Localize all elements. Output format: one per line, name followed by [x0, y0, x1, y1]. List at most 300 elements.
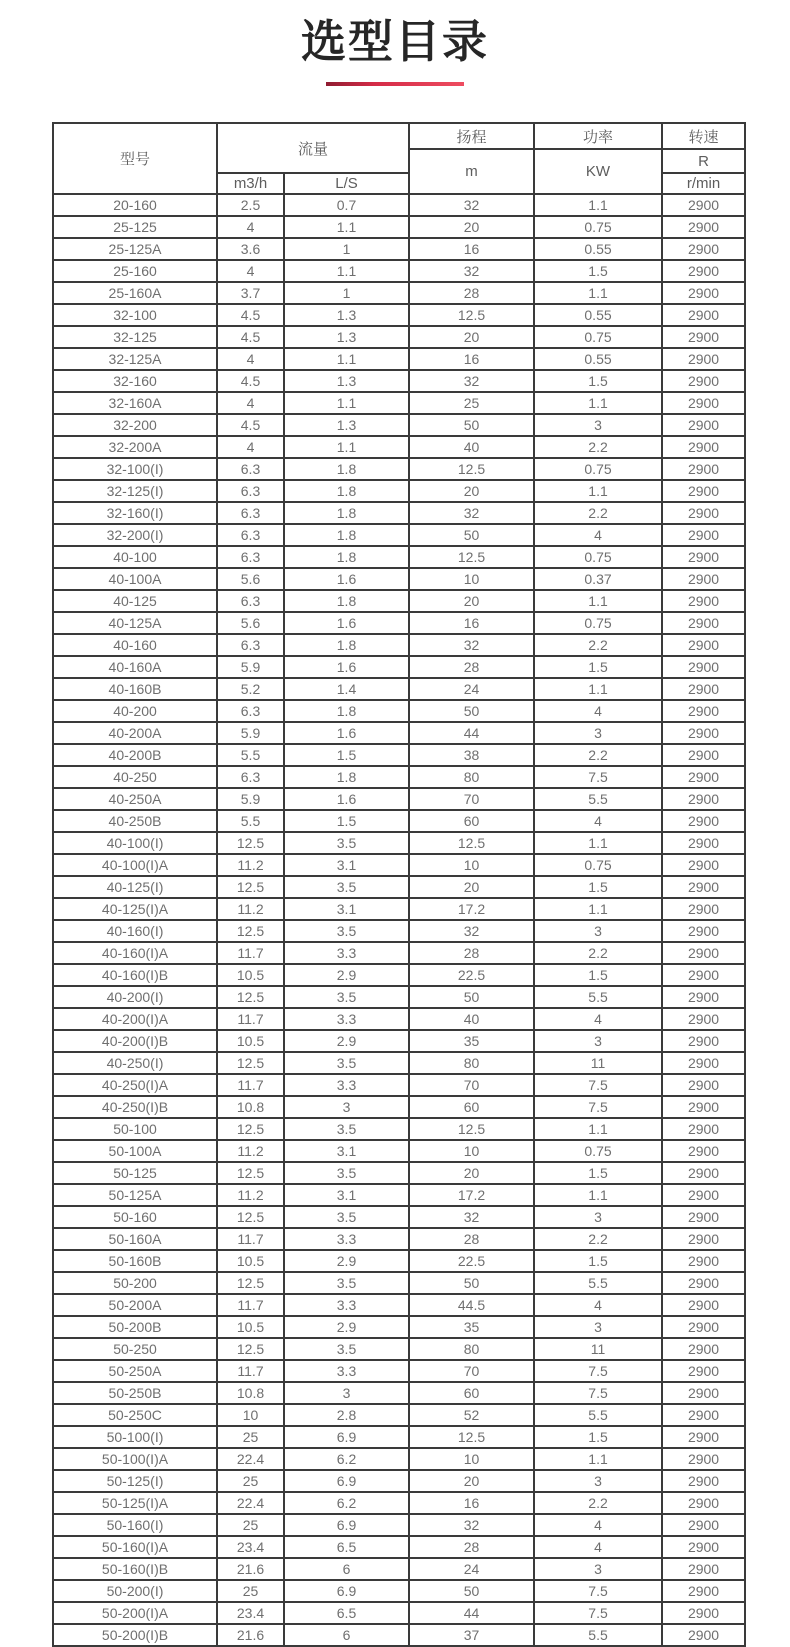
table-cell: 1 [284, 282, 409, 304]
col-header-flow-ls: L/S [284, 173, 409, 194]
col-header-power: 功率 [534, 123, 662, 149]
table-cell: 2900 [662, 392, 745, 414]
table-cell: 28 [409, 656, 534, 678]
table-cell: 40-100(I)A [53, 854, 217, 876]
table-cell: 2.2 [534, 634, 662, 656]
table-cell: 2900 [662, 436, 745, 458]
table-cell: 0.75 [534, 458, 662, 480]
table-cell: 20 [409, 590, 534, 612]
table-cell: 32-200(I) [53, 524, 217, 546]
table-cell: 1.1 [534, 590, 662, 612]
table-cell: 4.5 [217, 304, 284, 326]
table-cell: 32 [409, 370, 534, 392]
table-cell: 6.9 [284, 1514, 409, 1536]
table-cell: 40-125(I)A [53, 898, 217, 920]
table-cell: 2900 [662, 502, 745, 524]
table-cell: 1.1 [284, 260, 409, 282]
table-row [53, 590, 745, 612]
table-cell: 0.75 [534, 1140, 662, 1162]
table-cell: 11 [534, 1052, 662, 1074]
table-cell: 25-160A [53, 282, 217, 304]
table-cell: 2900 [662, 744, 745, 766]
table-cell: 1.1 [534, 194, 662, 216]
table-cell: 3 [284, 1382, 409, 1404]
table-cell: 16 [409, 348, 534, 370]
header-row-1 [53, 123, 745, 149]
table-cell: 2900 [662, 1382, 745, 1404]
table-cell: 50 [409, 700, 534, 722]
table-cell: 2.2 [534, 942, 662, 964]
table-cell: 11.7 [217, 1228, 284, 1250]
table-cell: 2900 [662, 524, 745, 546]
table-cell: 11.2 [217, 898, 284, 920]
table-cell: 2.9 [284, 964, 409, 986]
table-cell: 12.5 [409, 546, 534, 568]
table-cell: 1.5 [534, 876, 662, 898]
table-cell: 12.5 [409, 1118, 534, 1140]
table-cell: 2900 [662, 1448, 745, 1470]
table-cell: 0.7 [284, 194, 409, 216]
table-row [53, 1536, 745, 1558]
table-cell: 3.5 [284, 1052, 409, 1074]
table-cell: 5.5 [534, 1624, 662, 1646]
table-cell: 32 [409, 194, 534, 216]
table-cell: 60 [409, 1096, 534, 1118]
table-cell: 3.3 [284, 1360, 409, 1382]
table-cell: 1.8 [284, 502, 409, 524]
table-cell: 2900 [662, 1316, 745, 1338]
table-body [53, 194, 745, 1646]
table-cell: 11.7 [217, 1294, 284, 1316]
table-cell: 50-160A [53, 1228, 217, 1250]
table-row [53, 832, 745, 854]
table-cell: 2.2 [534, 1228, 662, 1250]
table-cell: 40-250(I)B [53, 1096, 217, 1118]
table-cell: 12.5 [409, 832, 534, 854]
table-cell: 2900 [662, 304, 745, 326]
table-cell: 3 [534, 1206, 662, 1228]
table-cell: 40-100A [53, 568, 217, 590]
table-cell: 2900 [662, 1470, 745, 1492]
table-cell: 3.5 [284, 1162, 409, 1184]
table-row [53, 326, 745, 348]
table-cell: 6.3 [217, 458, 284, 480]
table-row [53, 392, 745, 414]
table-cell: 2.9 [284, 1250, 409, 1272]
table-cell: 2900 [662, 766, 745, 788]
table-row [53, 1624, 745, 1646]
table-cell: 2900 [662, 194, 745, 216]
table-row [53, 942, 745, 964]
table-cell: 1.5 [284, 744, 409, 766]
table-cell: 60 [409, 1382, 534, 1404]
table-cell: 40-160(I) [53, 920, 217, 942]
table-cell: 0.75 [534, 326, 662, 348]
table-cell: 17.2 [409, 1184, 534, 1206]
table-row [53, 238, 745, 260]
table-cell: 50-200A [53, 1294, 217, 1316]
table-row [53, 678, 745, 700]
table-cell: 5.5 [534, 788, 662, 810]
table-cell: 35 [409, 1316, 534, 1338]
table-cell: 5.5 [217, 744, 284, 766]
table-cell: 12.5 [217, 986, 284, 1008]
table-cell: 2.2 [534, 1492, 662, 1514]
table-cell: 1.3 [284, 326, 409, 348]
table-cell: 5.6 [217, 612, 284, 634]
table-cell: 2900 [662, 700, 745, 722]
table-cell: 2900 [662, 414, 745, 436]
table-cell: 4 [217, 392, 284, 414]
table-cell: 50-250A [53, 1360, 217, 1382]
table-cell: 40-250B [53, 810, 217, 832]
table-row [53, 1030, 745, 1052]
table-cell: 2900 [662, 612, 745, 634]
table-cell: 20-160 [53, 194, 217, 216]
table-row [53, 634, 745, 656]
table-cell: 2900 [662, 898, 745, 920]
table-cell: 3 [534, 414, 662, 436]
table-cell: 50 [409, 1580, 534, 1602]
table-cell: 5.2 [217, 678, 284, 700]
table-cell: 3.6 [217, 238, 284, 260]
table-cell: 1.8 [284, 634, 409, 656]
table-cell: 40-200(I)A [53, 1008, 217, 1030]
table-cell: 1.4 [284, 678, 409, 700]
table-cell: 40 [409, 436, 534, 458]
table-cell: 40-125 [53, 590, 217, 612]
table-cell: 50-200(I) [53, 1580, 217, 1602]
table-row [53, 1096, 745, 1118]
table-cell: 4.5 [217, 414, 284, 436]
table-cell: 7.5 [534, 766, 662, 788]
table-cell: 1.8 [284, 458, 409, 480]
table-row [53, 502, 745, 524]
table-cell: 2900 [662, 1536, 745, 1558]
table-cell: 50 [409, 414, 534, 436]
table-row [53, 1008, 745, 1030]
table-cell: 5.6 [217, 568, 284, 590]
table-cell: 10.8 [217, 1382, 284, 1404]
table-cell: 1.1 [284, 216, 409, 238]
table-cell: 4 [534, 1008, 662, 1030]
table-cell: 10 [409, 568, 534, 590]
table-cell: 25-125A [53, 238, 217, 260]
table-cell: 32-100 [53, 304, 217, 326]
table-cell: 1.8 [284, 524, 409, 546]
table-cell: 4 [534, 1294, 662, 1316]
table-cell: 24 [409, 678, 534, 700]
table-cell: 80 [409, 1052, 534, 1074]
table-cell: 40 [409, 1008, 534, 1030]
table-cell: 2900 [662, 590, 745, 612]
table-cell: 2.9 [284, 1316, 409, 1338]
table-cell: 40-125A [53, 612, 217, 634]
table-cell: 2900 [662, 1118, 745, 1140]
col-header-head: 扬程 [409, 123, 534, 149]
table-cell: 22.5 [409, 1250, 534, 1272]
table-cell: 2900 [662, 216, 745, 238]
table-cell: 3.3 [284, 942, 409, 964]
table-cell: 50-125(I) [53, 1470, 217, 1492]
table-cell: 2900 [662, 1162, 745, 1184]
table-cell: 3.3 [284, 1228, 409, 1250]
table-cell: 11 [534, 1338, 662, 1360]
table-row [53, 370, 745, 392]
table-cell: 12.5 [217, 1272, 284, 1294]
table-cell: 1.3 [284, 370, 409, 392]
table-cell: 20 [409, 1470, 534, 1492]
table-cell: 6.3 [217, 546, 284, 568]
table-cell: 2.8 [284, 1404, 409, 1426]
table-cell: 2900 [662, 986, 745, 1008]
table-cell: 50-200B [53, 1316, 217, 1338]
selection-catalog-table [52, 122, 746, 1647]
table-cell: 40-250(I)A [53, 1074, 217, 1096]
table-cell: 10.5 [217, 964, 284, 986]
table-cell: 11.2 [217, 1184, 284, 1206]
table-cell: 2900 [662, 1206, 745, 1228]
table-cell: 0.75 [534, 854, 662, 876]
table-cell: 2900 [662, 1514, 745, 1536]
table-cell: 2900 [662, 568, 745, 590]
table-cell: 5.9 [217, 656, 284, 678]
table-cell: 5.9 [217, 788, 284, 810]
table-cell: 0.75 [534, 216, 662, 238]
table-cell: 25-125 [53, 216, 217, 238]
table-cell: 28 [409, 1228, 534, 1250]
table-cell: 12.5 [409, 1426, 534, 1448]
table-cell: 12.5 [217, 1162, 284, 1184]
table-row [53, 1250, 745, 1272]
table-cell: 1.1 [534, 480, 662, 502]
table-row [53, 1492, 745, 1514]
col-header-model: 型号 [53, 123, 217, 194]
table-cell: 4 [217, 216, 284, 238]
table-cell: 32 [409, 502, 534, 524]
table-cell: 1.1 [534, 1448, 662, 1470]
table-row [53, 304, 745, 326]
table-header [53, 123, 745, 194]
table-cell: 11.7 [217, 1074, 284, 1096]
table-cell: 6.3 [217, 502, 284, 524]
table-row [53, 1228, 745, 1250]
table-cell: 40-160(I)A [53, 942, 217, 964]
table-cell: 2900 [662, 656, 745, 678]
table-cell: 70 [409, 788, 534, 810]
table-row [53, 1140, 745, 1162]
table-cell: 7.5 [534, 1096, 662, 1118]
table-cell: 2900 [662, 722, 745, 744]
table-row [53, 1272, 745, 1294]
table-cell: 5.5 [534, 1404, 662, 1426]
table-cell: 2900 [662, 678, 745, 700]
table-cell: 20 [409, 1162, 534, 1184]
table-cell: 32-160A [53, 392, 217, 414]
table-cell: 28 [409, 1536, 534, 1558]
table-cell: 1.5 [534, 1250, 662, 1272]
table-cell: 12.5 [217, 876, 284, 898]
col-header-flow-m3h: m3/h [217, 173, 284, 194]
table-row [53, 700, 745, 722]
table-cell: 1.5 [534, 1426, 662, 1448]
table-cell: 32 [409, 1514, 534, 1536]
table-cell: 2900 [662, 1602, 745, 1624]
table-cell: 32-125A [53, 348, 217, 370]
table-cell: 1.8 [284, 700, 409, 722]
table-cell: 40-200(I)B [53, 1030, 217, 1052]
table-cell: 25 [217, 1470, 284, 1492]
table-cell: 7.5 [534, 1580, 662, 1602]
table-cell: 11.2 [217, 1140, 284, 1162]
table-cell: 2900 [662, 1250, 745, 1272]
table-cell: 2900 [662, 1096, 745, 1118]
table-cell: 7.5 [534, 1602, 662, 1624]
page-title: 选型目录 [300, 16, 489, 67]
table-cell: 40-250A [53, 788, 217, 810]
table-cell: 3.5 [284, 920, 409, 942]
table-cell: 2900 [662, 1272, 745, 1294]
table-cell: 1.8 [284, 590, 409, 612]
table-row [53, 1338, 745, 1360]
table-cell: 2900 [662, 810, 745, 832]
table-cell: 40-200(I) [53, 986, 217, 1008]
table-cell: 3.3 [284, 1008, 409, 1030]
table-cell: 17.2 [409, 898, 534, 920]
table-row [53, 920, 745, 942]
table-cell: 3.1 [284, 854, 409, 876]
table-row [53, 1294, 745, 1316]
table-cell: 50-125A [53, 1184, 217, 1206]
table-cell: 2900 [662, 788, 745, 810]
table-cell: 2900 [662, 282, 745, 304]
table-cell: 3.5 [284, 832, 409, 854]
table-cell: 25-160 [53, 260, 217, 282]
table-cell: 32-200 [53, 414, 217, 436]
table-cell: 2.5 [217, 194, 284, 216]
table-cell: 50-125 [53, 1162, 217, 1184]
table-cell: 80 [409, 766, 534, 788]
table-cell: 25 [409, 392, 534, 414]
table-cell: 52 [409, 1404, 534, 1426]
table-cell: 22.4 [217, 1448, 284, 1470]
table-cell: 0.37 [534, 568, 662, 590]
table-cell: 11.7 [217, 1360, 284, 1382]
table-cell: 50-100(I)A [53, 1448, 217, 1470]
table-cell: 1.1 [534, 1184, 662, 1206]
table-row [53, 986, 745, 1008]
col-header-speed-r: R [662, 149, 745, 173]
table-cell: 5.9 [217, 722, 284, 744]
table-cell: 3.1 [284, 1184, 409, 1206]
table-cell: 4 [217, 260, 284, 282]
table-cell: 40-160A [53, 656, 217, 678]
table-cell: 50-200(I)B [53, 1624, 217, 1646]
table-cell: 12.5 [217, 832, 284, 854]
table-cell: 11.7 [217, 1008, 284, 1030]
table-cell: 12.5 [409, 458, 534, 480]
table-cell: 6.5 [284, 1536, 409, 1558]
table-cell: 10 [409, 1448, 534, 1470]
table-row [53, 1184, 745, 1206]
table-cell: 25 [217, 1514, 284, 1536]
table-cell: 1.6 [284, 656, 409, 678]
table-cell: 5.5 [217, 810, 284, 832]
table-row [53, 1052, 745, 1074]
table-cell: 6.2 [284, 1448, 409, 1470]
table-cell: 6.3 [217, 700, 284, 722]
table-cell: 23.4 [217, 1602, 284, 1624]
table-row [53, 436, 745, 458]
table-row [53, 898, 745, 920]
table-cell: 50 [409, 1272, 534, 1294]
table-cell: 50-250 [53, 1338, 217, 1360]
table-row [53, 282, 745, 304]
table-cell: 5.5 [534, 1272, 662, 1294]
table-cell: 2900 [662, 854, 745, 876]
table-cell: 1.6 [284, 722, 409, 744]
table-cell: 1.1 [284, 348, 409, 370]
table-cell: 50-200 [53, 1272, 217, 1294]
table-row [53, 810, 745, 832]
table-cell: 10.5 [217, 1316, 284, 1338]
table-cell: 7.5 [534, 1074, 662, 1096]
table-cell: 50 [409, 986, 534, 1008]
table-cell: 50-250B [53, 1382, 217, 1404]
table-cell: 44 [409, 1602, 534, 1624]
table-cell: 32-100(I) [53, 458, 217, 480]
table-cell: 1.5 [534, 260, 662, 282]
table-cell: 3.5 [284, 1206, 409, 1228]
table-cell: 6.9 [284, 1426, 409, 1448]
col-header-head-unit: m [409, 149, 534, 194]
table-cell: 6.5 [284, 1602, 409, 1624]
table-cell: 40-250 [53, 766, 217, 788]
table-cell: 4 [217, 436, 284, 458]
table-cell: 3.5 [284, 1272, 409, 1294]
table-cell: 2900 [662, 1580, 745, 1602]
table-cell: 1.6 [284, 568, 409, 590]
table-cell: 2.9 [284, 1030, 409, 1052]
table-cell: 2900 [662, 1360, 745, 1382]
table-row [53, 612, 745, 634]
table-cell: 4.5 [217, 370, 284, 392]
table-cell: 1.5 [534, 370, 662, 392]
table-row [53, 1470, 745, 1492]
table-row [53, 1074, 745, 1096]
table-cell: 1.5 [534, 1162, 662, 1184]
table-cell: 12.5 [217, 1206, 284, 1228]
table-cell: 11.7 [217, 942, 284, 964]
table-row [53, 458, 745, 480]
table-cell: 1.1 [534, 282, 662, 304]
table-cell: 1.6 [284, 612, 409, 634]
table-cell: 40-100(I) [53, 832, 217, 854]
table-cell: 10 [409, 854, 534, 876]
table-row [53, 876, 745, 898]
table-row [53, 788, 745, 810]
table-row [53, 1580, 745, 1602]
table-row [53, 260, 745, 282]
table-cell: 2900 [662, 832, 745, 854]
table-cell: 2900 [662, 326, 745, 348]
table-cell: 22.4 [217, 1492, 284, 1514]
table-row [53, 414, 745, 436]
table-cell: 0.75 [534, 546, 662, 568]
table-cell: 3.5 [284, 876, 409, 898]
table-cell: 10.5 [217, 1030, 284, 1052]
table-cell: 0.55 [534, 304, 662, 326]
